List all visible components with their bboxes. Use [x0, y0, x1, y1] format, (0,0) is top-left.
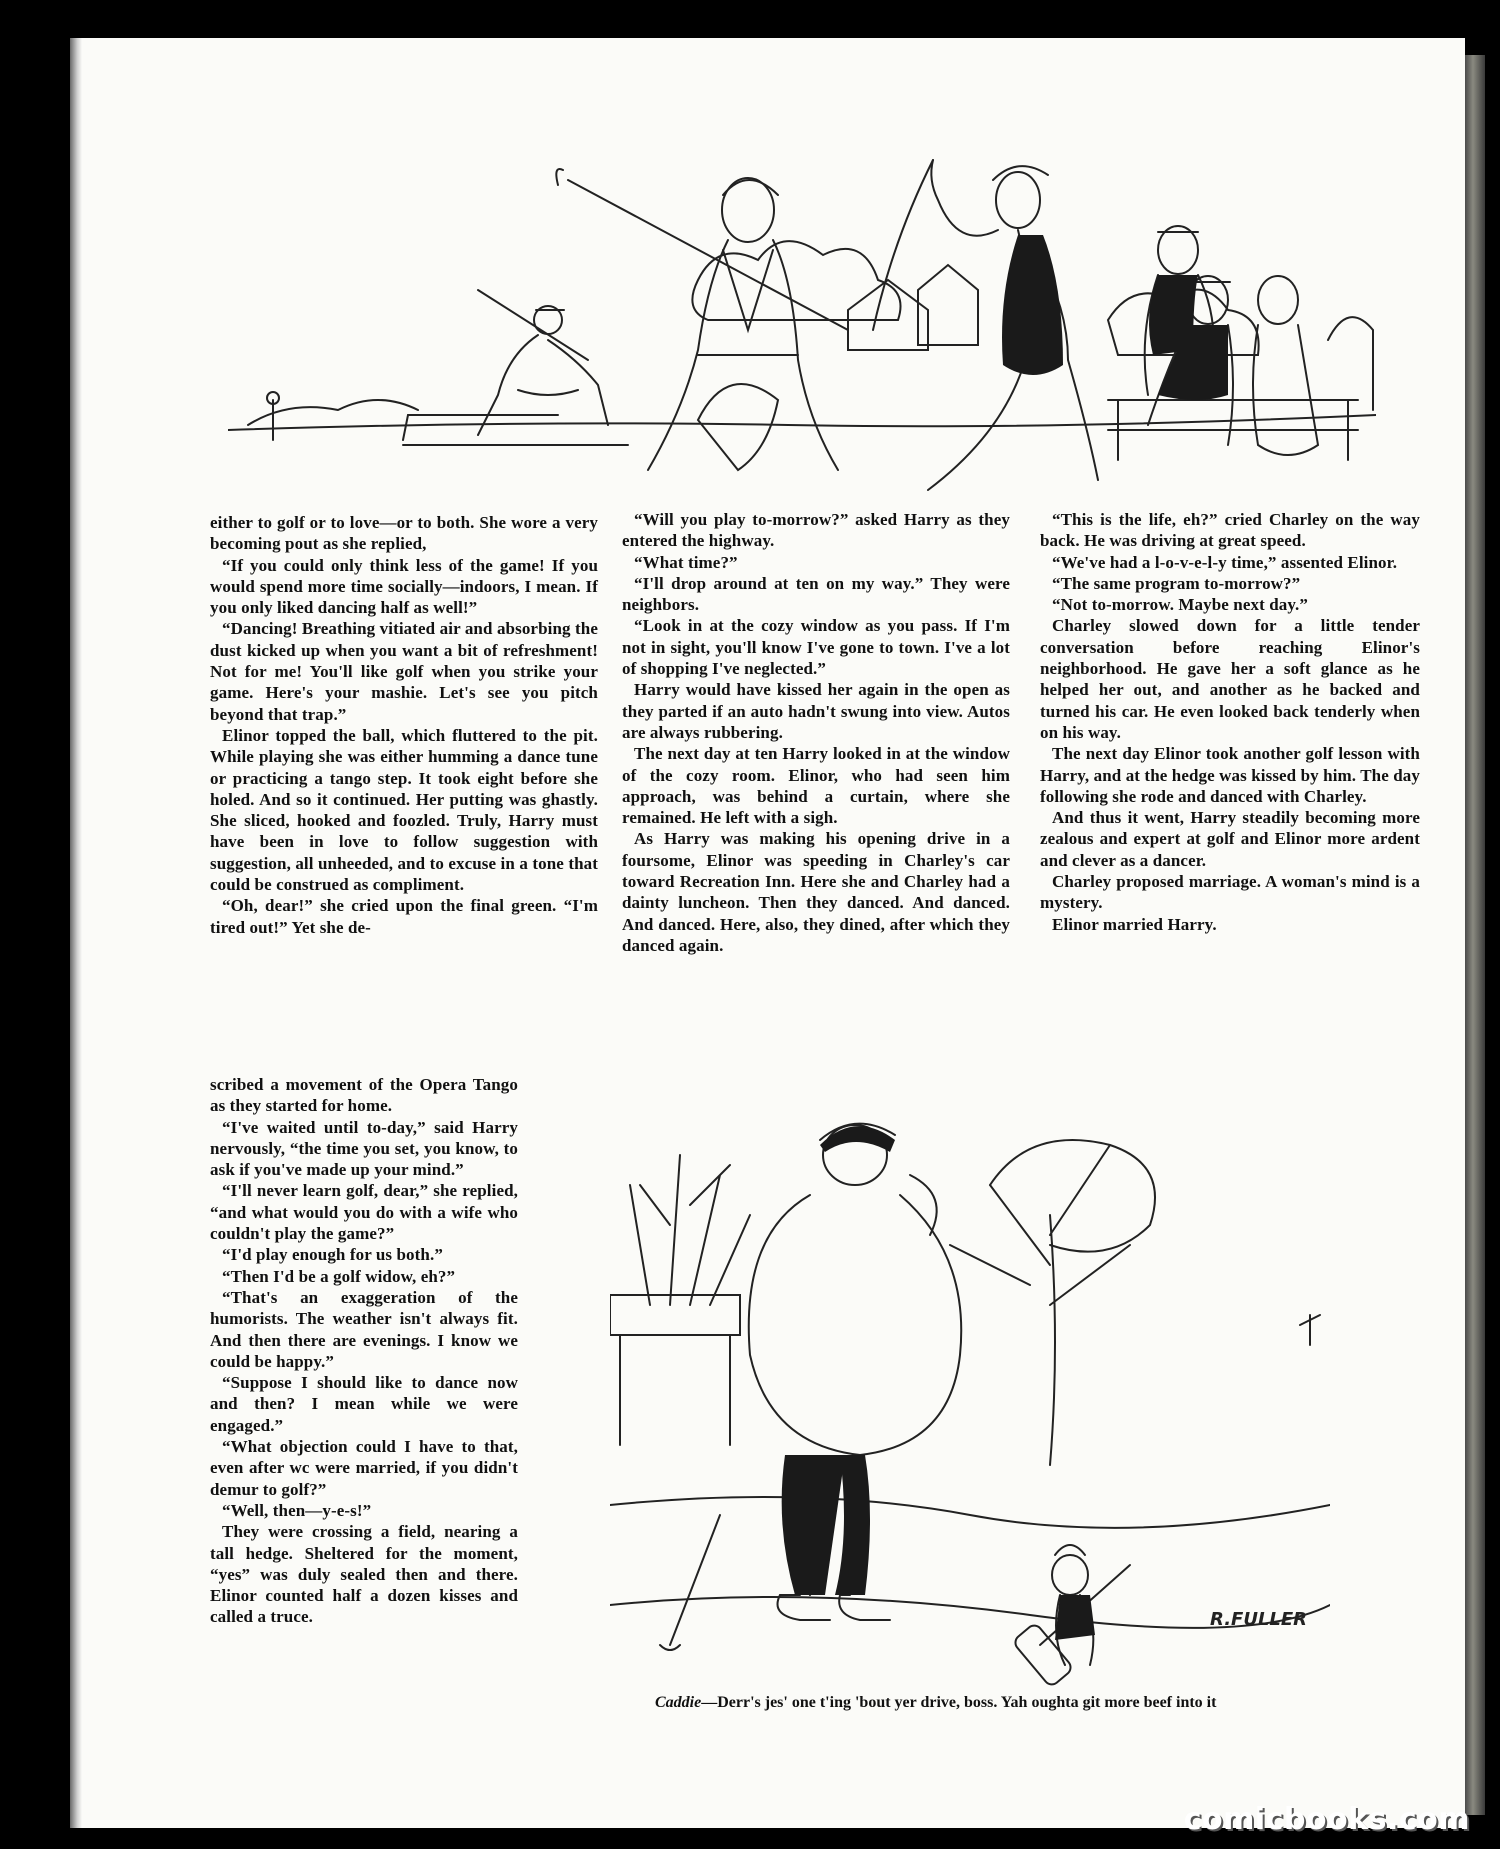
- paragraph: “Suppose I should like to dance now and then? I mean while we were engaged.”: [210, 1373, 518, 1435]
- site-watermark: comicbooks.com: [1183, 1802, 1470, 1837]
- paragraph: “That's an exaggeration of the humorists. The weather isn't always fit. And then there are evenings. I know we could be happy.”: [210, 1287, 518, 1371]
- paragraph: “Look in at the cozy window as you pass. If I'm not in sight, you'll know I've gone to town. I've a lot of shopping I've neglected.”: [622, 616, 1010, 679]
- paragraph: And thus it went, Harry steadily becoming more zealous and expert at golf and Elinor more ardent and clever as a dancer.: [1040, 808, 1420, 870]
- paragraph: “I'll never learn golf, dear,” she replied, “and what would you do with a wife who couldn't play the game?”: [210, 1181, 518, 1244]
- caption-speaker: Caddie: [655, 1694, 702, 1711]
- paragraph: “Will you play to-morrow?” asked Harry as they entered the highway.: [622, 510, 1010, 551]
- article-column-1-top: [210, 512, 598, 938]
- article-column-3: [1040, 509, 1420, 935]
- paragraph: “Not to-morrow. Maybe next day.”: [1052, 595, 1308, 615]
- caddie-cartoon-illustration: [610, 1085, 1330, 1695]
- paragraph: Charley slowed down for a little tender conversation before reaching Elinor's neighborhood. He gave her a soft glance as he helped her out, and another as he backed and turned his car. He even looked back tenderly when on his way.: [1040, 616, 1420, 742]
- paragraph: Elinor married Harry.: [1052, 914, 1217, 934]
- paragraph: “I'd play enough for us both.”: [222, 1245, 443, 1265]
- caption-text: —Derr's jes' one t'ing 'bout yer drive, boss. Yah oughta git more beef into it: [701, 1694, 1217, 1711]
- paragraph: As Harry was making his opening drive in a foursome, Elinor was speeding in Charley's car toward Recreation Inn. Here she and Charley had a dainty luncheon. Then they danced. And danced. And danced. Here, also, they dined, after which they danced again.: [622, 829, 1010, 955]
- paragraph: “I've waited until to-day,” said Harry nervously, “the time you set, you know, to ask if you've made up your mind.”: [210, 1117, 518, 1180]
- artist-signature: R.FULLER: [1210, 1609, 1308, 1630]
- paragraph: “Dancing! Breathing vitiated air and absorbing the dust kicked up when you want a bit of refreshment! Not for me! You'll like golf when you strike your game. Here's your mashie. Let's see you pitch beyond that trap.”: [210, 619, 598, 724]
- paragraph: Elinor topped the ball, which fluttered to the pit. While playing she was either humming a dance tune or practicing a tango step. It took eight before she holed. And so it continued. Her putting was ghastly. She sliced, hooked and foozled. Truly, Harry must have been in love to follow suggestion with suggestion, all unheeded, and to excuse in a tone that could be construed as compliment.: [210, 725, 598, 895]
- paragraph: “Oh, dear!” she cried upon the final green. “I'm tired out!” Yet she de-: [210, 896, 598, 937]
- article-column-1-bottom: [210, 1074, 518, 1628]
- paragraph: “This is the life, eh?” cried Charley on the way back. He was driving at great speed.: [1040, 510, 1420, 551]
- paragraph: “What time?”: [634, 552, 738, 572]
- paragraph: “The same program to-morrow?”: [1052, 573, 1301, 593]
- paragraph: either to golf or to love—or to both. She wore a very becoming pout as she replied,: [210, 513, 598, 554]
- paragraph: Charley proposed marriage. A woman's mind is a mystery.: [1040, 872, 1420, 913]
- page-gutter: [70, 38, 82, 1828]
- paragraph: “Well, then—y-e-s!”: [222, 1500, 372, 1520]
- paragraph: They were crossing a field, nearing a tall hedge. Sheltered for the moment, “yes” was duly sealed then and there. Elinor counted half a dozen kisses and called a truce.: [210, 1522, 518, 1627]
- article-column-2: [622, 509, 1010, 956]
- page-edge: [1465, 55, 1485, 1815]
- paragraph: Harry would have kissed her again in the open as they parted if an auto hadn't swung into view. Autos are always rubbering.: [622, 680, 1010, 742]
- paragraph: “Then I'd be a golf widow, eh?”: [222, 1266, 456, 1286]
- paragraph: “I'll drop around at ten on my way.” They were neighbors.: [622, 573, 1010, 615]
- cartoon-caption: [655, 1694, 1355, 1712]
- paragraph: The next day Elinor took another golf lesson with Harry, and at the hedge was kissed by him. The day following she rode and danced with Charley.: [1040, 744, 1420, 806]
- paragraph: scribed a movement of the Opera Tango as they started for home.: [210, 1075, 518, 1116]
- paragraph: The next day at ten Harry looked in at the window of the cozy room. Elinor, who had seen him approach, was behind a curtain, where she remained. He left with a sigh.: [622, 744, 1010, 828]
- golf-scene-illustration: [228, 140, 1376, 495]
- paragraph: “If you could only think less of the game! If you would spend more time socially—indoors, I mean. If you only liked dancing half as well!”: [210, 555, 598, 618]
- paragraph: “What objection could I have to that, even after wc were married, if you didn't demur to golf?”: [210, 1437, 518, 1499]
- paragraph: “We've had a l-o-v-e-l-y time,” assented Elinor.: [1052, 552, 1398, 572]
